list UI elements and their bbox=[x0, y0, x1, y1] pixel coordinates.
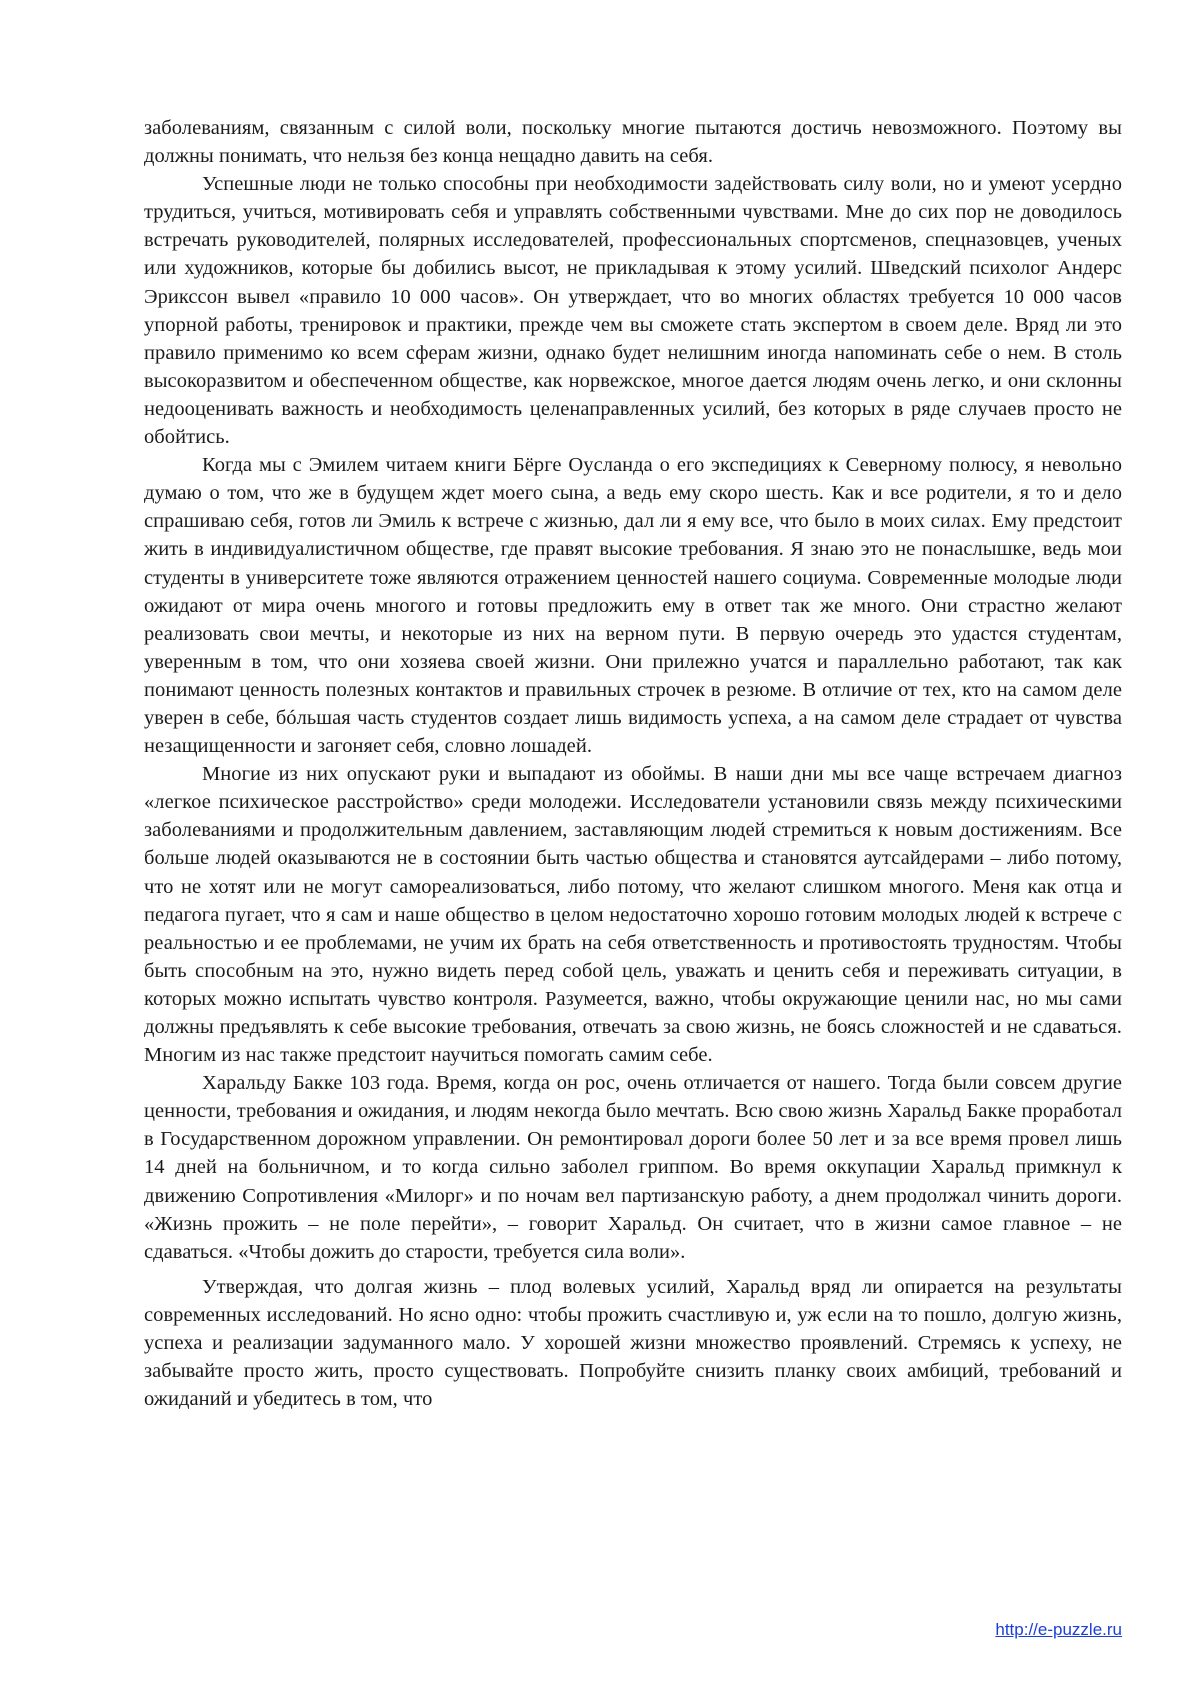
paragraph-1: заболеваниям, связанным с силой воли, поскольку многие пытаются достичь невозможного. Поэтому вы должны понимать, что нельзя без конца нещадно давить на себя. bbox=[144, 117, 1122, 168]
paragraph-5: Харальду Бакке 103 года. Время, когда он рос, очень отличается от нашего. Тогда были совсем другие ценности, требования и ожидания, и людям некогда было мечтать. Всю свою жизнь Харальд Бакке проработал в Государственном дорожном управлении. Он ремонтировал дороги более 50 лет и за все время провел лишь 14 дней на больничном, и то когда сильно заболел гриппом. Во время оккупации Харальд примкнул к движению Сопротивления «Милорг» и по ночам вел партизанскую работу, а днем продолжал чинить дороги. «Жизнь прожить – не поле перейти», – говорит Харальд. Он считает, что в жизни самое главное – не сдаваться. «Чтобы дожить до старости, требуется сила воли». bbox=[144, 1072, 1122, 1263]
paragraph-4: Многие из них опускают руки и выпадают из обоймы. В наши дни мы все чаще встречаем диагноз «легкое психическое расстройство» среди молодежи. Исследователи установили связь между психическими заболеваниями и продолжительным давлением, заставляющим людей стремиться к новым достижениям. Все больше людей оказываются не в состоянии быть частью общества и становятся аутсайдерами – либо потому, что не хотят или не могут самореализоваться, либо потому, что желают слишком многого. Меня как отца и педагога пугает, что я сам и наше общество в целом недостаточно хорошо готовим молодых людей к встрече с реальностью и ее проблемами, не учим их брать на себя ответственность и противостоять трудностям. Чтобы быть способным на это, нужно видеть перед собой цель, уважать и ценить себя и переживать ситуации, в которых можно испытать чувство контроля. Разумеется, важно, чтобы окружающие ценили нас, но мы сами должны предъявлять к себе высокие требования, отвечать за свою жизнь, не боясь сложностей и не сдаваться. Многим из нас также предстоит научиться помогать самим себе. bbox=[144, 763, 1122, 1067]
footer-site-link[interactable]: http://e-puzzle.ru bbox=[995, 1620, 1122, 1639]
body-text bbox=[144, 114, 1122, 1413]
paragraph-3: Когда мы с Эмилем читаем книги Бёрге Оусланда о его экспедициях к Северному полюсу, я невольно думаю о том, что же в будущем ждет моего сына, а ведь ему скоро шесть. Как и все родители, я то и дело спрашиваю себя, готов ли Эмиль к встрече с жизнью, дал ли я ему все, что было в моих силах. Ему предстоит жить в индивидуалистичном обществе, где правят высокие требования. Я знаю это не понаслышке, ведь мои студенты в университете тоже являются отражением ценностей нашего социума. Современные молодые люди ожидают от мира очень многого и готовы предложить ему в ответ так же много. Они страстно желают реализовать свои мечты, и некоторые из них на верном пути. В первую очередь это удастся студентам, уверенным в том, что они хозяева своей жизни. Они прилежно учатся и параллельно работают, так как понимают ценность полезных контактов и правильных строчек в резюме. В отличие от тех, кто на самом деле уверен в себе, бóльшая часть студентов создает лишь видимость успеха, а на самом деле страдает от чувства незащищенности и загоняет себя, словно лошадей. bbox=[144, 454, 1122, 758]
paragraph-2: Успешные люди не только способны при необходимости задействовать силу воли, но и умеют усердно трудиться, учиться, мотивировать себя и управлять собственными чувствами. Мне до сих пор не доводилось встречать руководителей, полярных исследователей, профессиональных спортсменов, спецназовцев, ученых или художников, которые бы добились высот, не прикладывая к этому усилий. Шведский психолог Андерс Эрикссон вывел «правило 10 000 часов». Он утверждает, что во многих областях требуется 10 000 часов упорной работы, тренировок и практики, прежде чем вы сможете стать экспертом в своем деле. Вряд ли это правило применимо ко всем сферам жизни, однако будет нелишним иногда напоминать себе о нем. В столь высокоразвитом и обеспеченном обществе, как норвежское, многое дается людям очень легко, и они склонны недооценивать важность и необходимость целенаправленных усилий, без которых в ряде случаев просто не обойтись. bbox=[144, 173, 1122, 449]
paragraph-6: Утверждая, что долгая жизнь – плод волевых усилий, Харальд вряд ли опирается на результаты современных исследований. Но ясно одно: чтобы прожить счастливую и, уж если на то пошло, долгую жизнь, успеха и реализации задуманного мало. У хорошей жизни множество проявлений. Стремясь к успеху, не забывайте просто жить, просто существовать. Попробуйте снизить планку своих амбиций, требований и ожиданий и убедитесь в том, что bbox=[144, 1275, 1122, 1411]
